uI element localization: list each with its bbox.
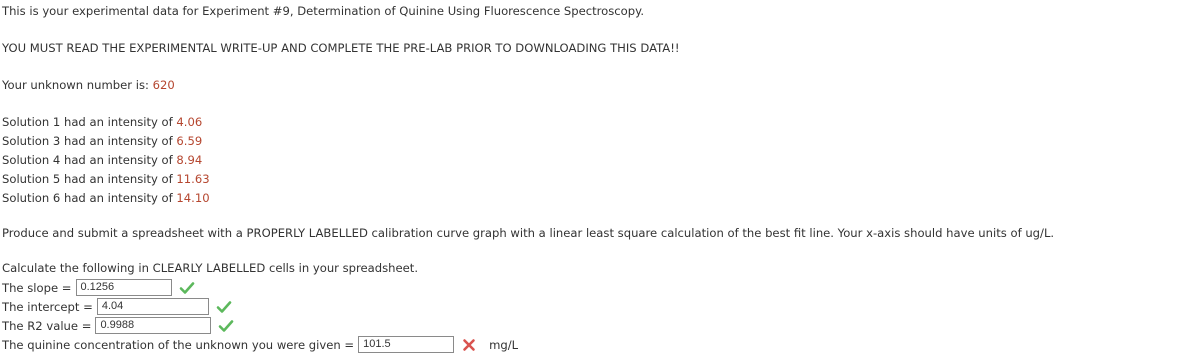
intercept-row	[2, 297, 1200, 316]
intro-text: This is your experimental data for Experiment #9, Determination of Quinine Using Fluorescence Spectroscopy.	[2, 4, 645, 18]
slope-label: The slope =	[2, 280, 72, 295]
solution-5-line	[2, 170, 1200, 189]
solution-intensity-value: 4.06	[176, 115, 203, 129]
unknown-number-label: Your unknown number is:	[2, 78, 153, 92]
solution-intensity-value: 6.59	[176, 134, 203, 148]
slope-input[interactable]: 0.1256	[76, 279, 172, 296]
solution-label: Solution 4 had an intensity of	[2, 153, 177, 167]
r2-row	[2, 316, 1200, 335]
solution-6-line	[2, 189, 1200, 208]
concentration-input[interactable]: 101.5	[358, 336, 454, 353]
solution-label: Solution 6 had an intensity of	[2, 191, 177, 205]
instructions-text: Produce and submit a spreadsheet with a PROPERLY LABELLED calibration curve graph with a linear least square calculation of the best fit line. Your x-axis should have units of ug/L.	[2, 226, 1055, 240]
concentration-unit: mg/L	[489, 337, 519, 352]
solution-label: Solution 3 had an intensity of	[2, 134, 177, 148]
solution-intensity-value: 8.94	[176, 153, 203, 167]
calc-heading: Calculate the following in CLEARLY LABELLED cells in your spreadsheet.	[2, 261, 419, 275]
r2-input[interactable]: 0.9988	[95, 317, 211, 334]
unknown-number-line	[2, 76, 1200, 95]
warning-text: YOU MUST READ THE EXPERIMENTAL WRITE-UP AND COMPLETE THE PRE-LAB PRIOR TO DOWNLOADING THIS DATA!!	[2, 41, 680, 55]
intercept-input[interactable]: 4.04	[97, 298, 209, 315]
solution-intensity-value: 14.10	[176, 191, 210, 205]
intercept-label: The intercept =	[2, 299, 93, 314]
solution-label: Solution 5 had an intensity of	[2, 172, 177, 186]
checkmark-icon	[179, 281, 195, 295]
solution-3-line	[2, 132, 1200, 151]
unknown-number-value: 620	[152, 78, 175, 92]
r2-label: The R2 value =	[2, 318, 92, 333]
concentration-row	[2, 335, 1200, 354]
slope-row	[2, 278, 1200, 297]
checkmark-icon	[216, 300, 232, 314]
solution-intensity-value: 11.63	[176, 172, 210, 186]
solution-label: Solution 1 had an intensity of	[2, 115, 177, 129]
checkmark-icon	[218, 319, 234, 333]
solution-4-line	[2, 151, 1200, 170]
x-mark-icon	[461, 338, 477, 352]
solution-1-line	[2, 113, 1200, 132]
concentration-label: The quinine concentration of the unknown you were given =	[2, 337, 355, 352]
